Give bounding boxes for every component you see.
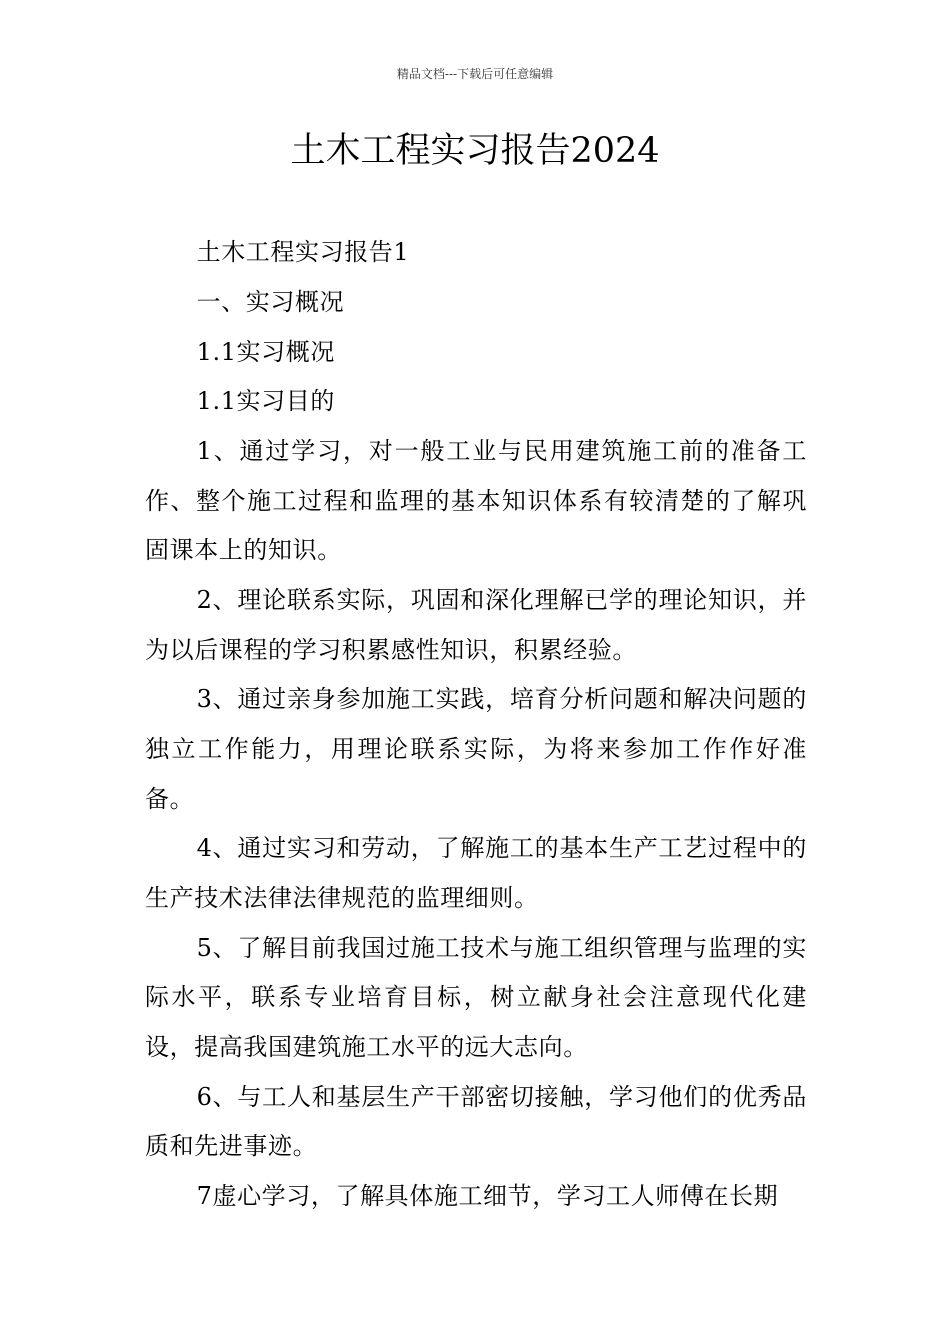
document-title: 土木工程实习报告2024 — [290, 131, 660, 171]
paragraph-item-7: 7虚心学习，了解具体施工细节，学习工人师傅在长期 — [196, 1182, 779, 1211]
paragraph-item-6: 6、与工人和基层生产干部密切接触，学习他们的优秀品质和先进事迹。 — [145, 1082, 807, 1161]
section-heading-overview: 一、实习概况 — [196, 287, 345, 316]
paragraph-item-4: 4、通过实习和劳动，了解施工的基本生产工艺过程中的生产技术法律法律规范的监理细则。 — [145, 834, 807, 913]
document-body — [145, 228, 807, 1222]
paragraph-item-1: 1、通过学习，对一般工业与民用建筑施工前的准备工作、整个施工过程和监理的基本知识体系有较清楚的了解巩固课本上的知识。 — [145, 437, 807, 565]
section-heading-report-1: 土木工程实习报告1 — [196, 238, 410, 266]
subsection-heading-purpose: 1.1实习目的 — [196, 387, 335, 416]
paragraph-item-2: 2、理论联系实际，巩固和深化理解已学的理论知识，并为以后课程的学习积累感性知识，积累经验。 — [145, 586, 807, 664]
paragraph-item-5: 5、了解目前我国过施工技术与施工组织管理与监理的实际水平，联系专业培育目标，树立献身社会注意现代化建设，提高我国建筑施工水平的远大志向。 — [145, 933, 807, 1061]
page-header: 精品文档---下载后可任意编辑 — [396, 67, 554, 81]
subsection-heading-overview: 1.1实习概况 — [196, 337, 335, 366]
paragraph-item-3: 3、通过亲身参加施工实践，培育分析问题和解决问题的独立工作能力，用理论联系实际，为将来参加工作作好准备。 — [145, 685, 807, 813]
